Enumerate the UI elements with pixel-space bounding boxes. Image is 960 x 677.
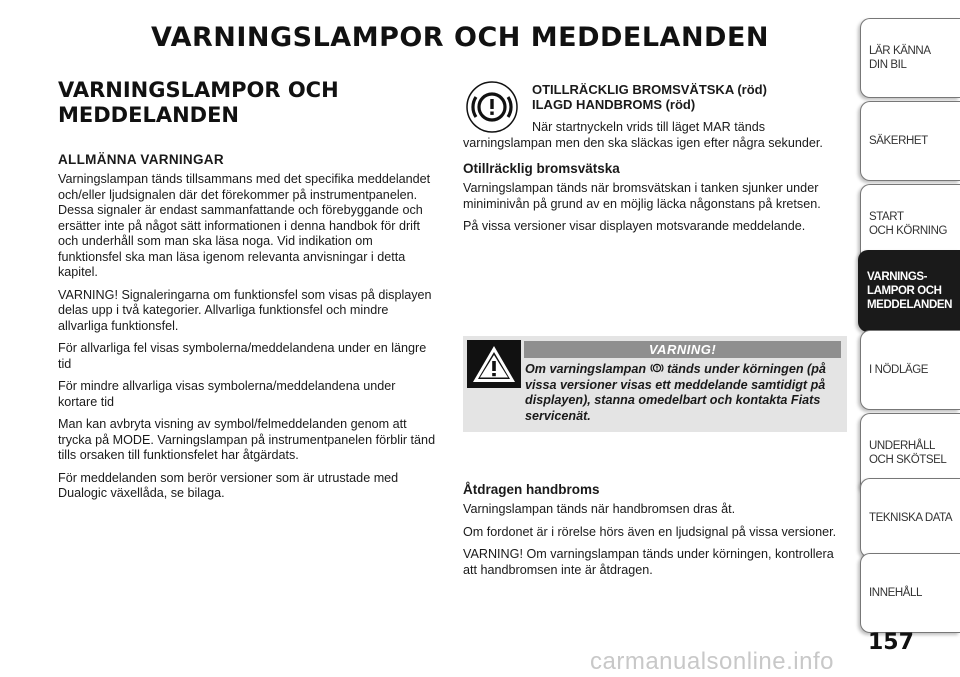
- tab-label: LÄR KÄNNA: [869, 45, 931, 57]
- paragraph: Man kan avbryta visning av symbol/felmeddelanden genom att trycka på MODE. Varningslampan på instrumentpanelen förblir tänd tills orsaken till funktionsfelet har åtgärdats.: [58, 417, 436, 462]
- tab-i-nodlage[interactable]: [860, 330, 960, 410]
- tab-label: START: [869, 211, 904, 223]
- paragraph: Om fordonet är i rörelse hörs även en ljudsignal på vissa versioner.: [463, 524, 837, 539]
- tab-label: OCH KÖRNING: [869, 225, 948, 237]
- warning-box: [463, 336, 847, 432]
- paragraph: För meddelanden som berör versioner som är utrustade med Dualogic växellåda, se bilaga.: [58, 470, 399, 500]
- paragraph: Varningslampan tänds när bromsvätskan i tanken sjunker under miniminivån på grund av en möjlig läcka någonstans på kretsen.: [463, 181, 821, 211]
- tab-label: TEKNISKA DATA: [869, 512, 953, 524]
- tab-label: INNEHÅLL: [869, 587, 923, 599]
- brake-warning-small-icon: [650, 362, 664, 374]
- chapter-tabs: [860, 0, 960, 677]
- tab-label: UNDERHÅLL: [869, 440, 936, 452]
- lamp-title: [532, 82, 767, 112]
- page-header-title: VARNINGSLAMPOR OCH MEDDELANDEN: [151, 22, 769, 53]
- subheading-brake-fluid: Otillräcklig bromsvätska: [463, 161, 620, 176]
- paragraph: För allvarliga fel visas symbolerna/meddelandena under en längre tid: [58, 341, 427, 371]
- warning-label: VARNING!: [524, 341, 841, 358]
- lamp-title-line-1: OTILLRÄCKLIG BROMSVÄTSKA (röd): [532, 82, 767, 97]
- tab-label: I NÖDLÄGE: [869, 364, 929, 376]
- tab-varningslampor-och-meddelanden[interactable]: [858, 250, 960, 332]
- lamp-title-line-2: ILAGD HANDBROMS (röd): [532, 97, 696, 112]
- paragraph: Varningslampan tänds tillsammans med det specifika meddelandet och/eller ljudsignalen där det förekommer på instrumentpanelen. Dessa signaler är endast sammanfattande och förebyggande och ersätter inte på något sätt informationen i denna handbok för drift och underhåll som man ska läsa noga. Vid indikation om funktionsfel ska man läsa igenom relevanta anvisningar i detta kapitel.: [58, 172, 431, 279]
- tab-label: SÄKERHET: [869, 135, 928, 147]
- left-column: [58, 78, 436, 509]
- tab-lar-kanna-din-bil[interactable]: [860, 18, 960, 98]
- lamp-description: När startnyckeln vrids till läget MAR tänds varningslampan men den ska släckas igen efter några sekunder.: [463, 120, 823, 150]
- tab-label: VARNINGS-: [867, 271, 928, 283]
- paragraph: För mindre allvarliga visas symbolerna/meddelandena under kortare tid: [58, 379, 396, 409]
- subheading-general-warnings: ALLMÄNNA VARNINGAR: [58, 152, 224, 167]
- paragraph: Varningslampan tänds när handbromsen dras åt.: [463, 502, 736, 516]
- tab-innehall[interactable]: [860, 553, 960, 633]
- paragraph: VARNING! Om varningslampan tänds under körningen, kontrollera att handbromsen inte är åtdragen.: [463, 547, 834, 577]
- warning-text: [467, 362, 841, 424]
- page-number: 157: [868, 630, 914, 655]
- paragraph: På vissa versioner visar displayen motsvarande meddelande.: [463, 219, 806, 233]
- brake-warning-icon: [465, 80, 519, 134]
- handbrake-section: [463, 482, 843, 585]
- watermark: carmanualsonline.info: [590, 648, 834, 675]
- paragraph: VARNING! Signaleringarna om funktionsfel som visas på displayen delas upp i två kategorier. Allvarliga funktionsfel och mindre allvarliga funktionsfel.: [58, 287, 432, 333]
- warning-text-start: Om varningslampan: [525, 362, 647, 376]
- tab-sakerhet[interactable]: [860, 101, 960, 181]
- tab-label: OCH SKÖTSEL: [869, 454, 947, 466]
- warning-lamp-row: [463, 78, 843, 136]
- right-column: [463, 78, 843, 242]
- tab-label: DIN BIL: [869, 59, 907, 71]
- tab-tekniska-data[interactable]: [860, 478, 960, 558]
- tab-label: LAMPOR OCH: [867, 285, 942, 297]
- warning-text-end: tänds under körningen (på vissa versioner visas ett meddelande samtidigt på displayen), stanna omedelbart och kontakta Fiats servicenät.: [525, 362, 826, 423]
- tab-label: MEDDELANDEN: [867, 299, 953, 311]
- section-heading: VARNINGSLAMPOR OCH MEDDELANDEN: [58, 78, 339, 127]
- subheading-handbrake: Åtdragen handbroms: [463, 482, 600, 497]
